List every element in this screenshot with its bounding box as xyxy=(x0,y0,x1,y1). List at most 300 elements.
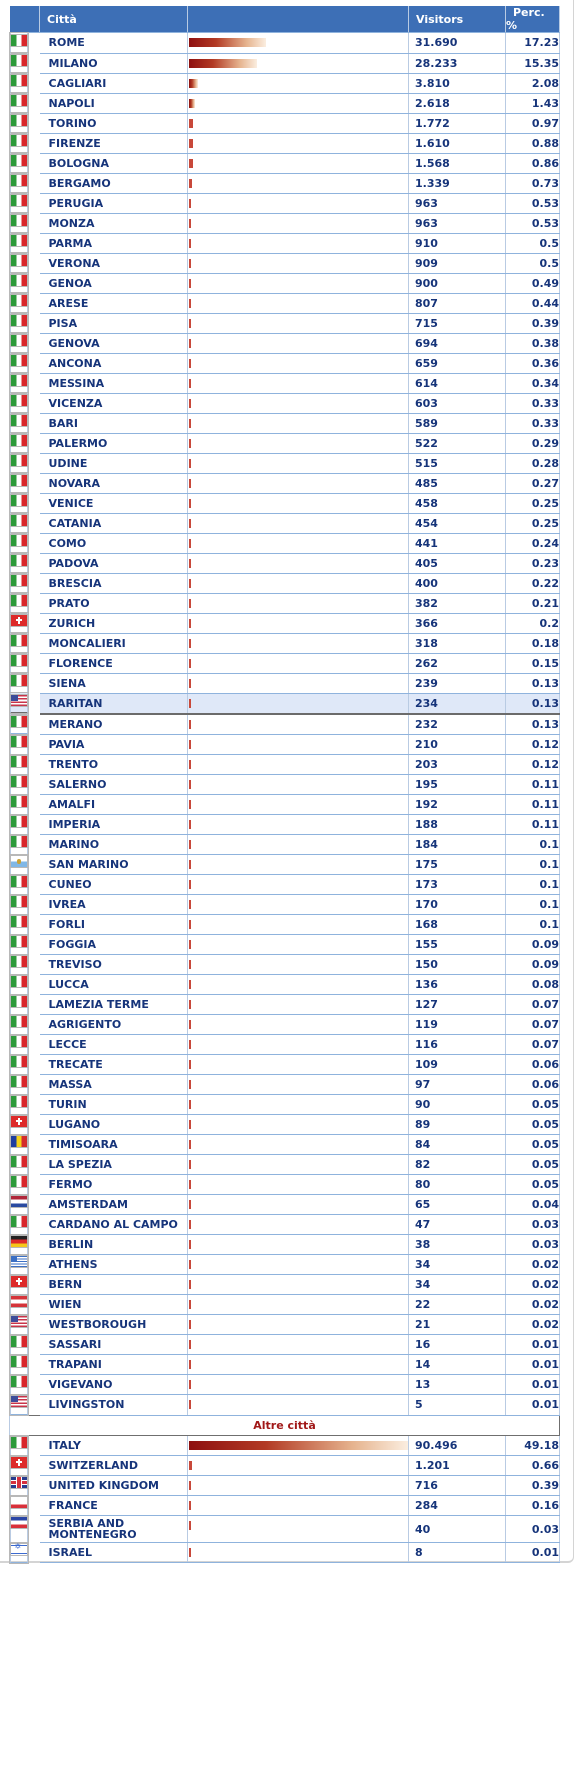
flag-it-icon xyxy=(11,255,27,266)
share-bar-cell xyxy=(188,1195,409,1215)
percent-value: 0.05 xyxy=(506,1175,560,1195)
visitors-value: 522 xyxy=(409,433,506,453)
flag-cell xyxy=(10,1436,28,1456)
table-row xyxy=(10,1375,560,1395)
flag-it-icon xyxy=(11,495,27,506)
visitors-value: 127 xyxy=(409,995,506,1015)
table-row xyxy=(10,453,560,473)
share-bar-cell xyxy=(188,593,409,613)
flag-cell xyxy=(10,1095,28,1115)
share-bar xyxy=(189,679,191,688)
table-row xyxy=(10,1516,560,1543)
table-row xyxy=(10,1275,560,1295)
table-row xyxy=(10,1175,560,1195)
table-row xyxy=(10,975,560,995)
share-bar xyxy=(189,439,191,448)
flag-it-icon xyxy=(11,295,27,306)
city-name: AGRIGENTO xyxy=(40,1015,188,1035)
flag-cs-icon xyxy=(11,1517,27,1528)
flag-ch-icon xyxy=(11,1457,27,1468)
city-name: GENOVA xyxy=(40,333,188,353)
flag-it-icon xyxy=(11,335,27,346)
share-bar-cell xyxy=(188,493,409,513)
city-name: MILANO xyxy=(40,53,188,73)
flag-gb-icon xyxy=(11,1477,27,1488)
visitors-value: 909 xyxy=(409,253,506,273)
city-name: PERUGIA xyxy=(40,193,188,213)
visitors-value: 694 xyxy=(409,333,506,353)
share-bar xyxy=(189,1481,191,1490)
visitors-value: 454 xyxy=(409,513,506,533)
flag-it-icon xyxy=(11,455,27,466)
city-name: GENOA xyxy=(40,273,188,293)
table-row xyxy=(10,1015,560,1035)
table-row xyxy=(10,1295,560,1315)
share-bar-cell xyxy=(188,1395,409,1416)
flag-gr-icon xyxy=(11,1256,27,1267)
visitors-value: 84 xyxy=(409,1135,506,1155)
flag-cell xyxy=(10,273,28,293)
flag-cell xyxy=(10,33,28,53)
visitors-value: 807 xyxy=(409,293,506,313)
table-row xyxy=(10,1155,560,1175)
table-row xyxy=(10,513,560,533)
flag-it-icon xyxy=(11,75,27,86)
flag-cell xyxy=(10,755,28,775)
flag-cell xyxy=(10,975,28,995)
table-row xyxy=(10,755,560,775)
visitors-value: 589 xyxy=(409,413,506,433)
table-row xyxy=(10,53,560,73)
percent-value: 0.02 xyxy=(506,1275,560,1295)
city-name: LIVINGSTON xyxy=(40,1395,188,1416)
visitors-value: 90.496 xyxy=(409,1435,506,1456)
share-bar xyxy=(189,659,191,668)
city-name: SASSARI xyxy=(40,1335,188,1355)
table-row xyxy=(10,1135,560,1155)
flag-it-icon xyxy=(11,956,27,967)
flag-cell xyxy=(10,1543,28,1563)
share-bar-cell xyxy=(188,795,409,815)
share-bar-cell xyxy=(188,273,409,293)
visitors-value: 239 xyxy=(409,673,506,693)
table-row xyxy=(10,1255,560,1275)
share-bar-cell xyxy=(188,393,409,413)
percent-value: 0.86 xyxy=(506,153,560,173)
percent-value: 0.39 xyxy=(506,1476,560,1496)
flag-it-icon xyxy=(11,375,27,386)
percent-value: 0.2 xyxy=(506,613,560,633)
percent-value: 0.27 xyxy=(506,473,560,493)
share-bar-cell xyxy=(188,1135,409,1155)
share-bar-cell xyxy=(188,875,409,895)
share-bar xyxy=(189,840,191,849)
percent-value: 0.22 xyxy=(506,573,560,593)
share-bar-cell xyxy=(188,1095,409,1115)
visitors-value: 458 xyxy=(409,493,506,513)
flag-cell xyxy=(10,113,28,133)
flag-it-icon xyxy=(11,1216,27,1227)
table-row xyxy=(10,373,560,393)
share-bar-cell xyxy=(188,1375,409,1395)
flag-it-icon xyxy=(11,635,27,646)
table-row xyxy=(10,653,560,673)
flag-cell xyxy=(10,93,28,113)
city-name: FOGGIA xyxy=(40,935,188,955)
share-bar xyxy=(189,1548,191,1557)
flag-cell xyxy=(10,533,28,553)
percent-value: 0.33 xyxy=(506,393,560,413)
visitors-value: 90 xyxy=(409,1095,506,1115)
flag-it-icon xyxy=(11,535,27,546)
share-bar-cell xyxy=(188,693,409,714)
table-row xyxy=(10,313,560,333)
table-row xyxy=(10,1335,560,1355)
visitors-value: 2.618 xyxy=(409,93,506,113)
share-bar xyxy=(189,1240,191,1249)
share-bar xyxy=(189,239,191,248)
percent-value: 0.73 xyxy=(506,173,560,193)
flag-cell xyxy=(10,995,28,1015)
flag-cell xyxy=(10,493,28,513)
visitors-value: 175 xyxy=(409,855,506,875)
flag-it-icon xyxy=(11,275,27,286)
table-row xyxy=(10,1035,560,1055)
city-name: TRENTO xyxy=(40,755,188,775)
flag-it-icon xyxy=(11,415,27,426)
visitors-value: 203 xyxy=(409,755,506,775)
share-bar-cell xyxy=(188,1255,409,1275)
flag-it-icon xyxy=(11,716,27,727)
share-bar-cell xyxy=(188,253,409,273)
percent-value: 0.02 xyxy=(506,1255,560,1275)
visitors-value: 22 xyxy=(409,1295,506,1315)
visitors-value: 318 xyxy=(409,633,506,653)
city-name: ROME xyxy=(40,33,188,54)
visitors-value: 38 xyxy=(409,1235,506,1255)
visitors-value: 136 xyxy=(409,975,506,995)
percent-value: 0.36 xyxy=(506,353,560,373)
table-row xyxy=(10,875,560,895)
share-bar-cell xyxy=(188,855,409,875)
flag-it-icon xyxy=(11,1376,27,1387)
share-bar-cell xyxy=(188,1543,409,1563)
share-bar xyxy=(189,900,191,909)
table-row xyxy=(10,473,560,493)
share-bar xyxy=(189,1060,191,1069)
share-bar xyxy=(189,880,191,889)
flag-it-icon xyxy=(11,1336,27,1347)
visitors-value: 234 xyxy=(409,693,506,714)
percent-value: 0.09 xyxy=(506,955,560,975)
table-row xyxy=(10,1315,560,1335)
flag-cell xyxy=(10,1055,28,1075)
city-name: PISA xyxy=(40,313,188,333)
visitors-value: 34 xyxy=(409,1255,506,1275)
percent-value: 0.18 xyxy=(506,633,560,653)
visitors-value: 1.568 xyxy=(409,153,506,173)
visitors-value: 109 xyxy=(409,1055,506,1075)
share-bar-cell xyxy=(188,1335,409,1355)
percent-value: 0.05 xyxy=(506,1155,560,1175)
table-row xyxy=(10,673,560,693)
flag-cell xyxy=(10,1355,28,1375)
percent-value: 0.21 xyxy=(506,593,560,613)
share-bar-cell xyxy=(188,775,409,795)
share-bar-cell xyxy=(188,213,409,233)
share-bar-cell xyxy=(188,1015,409,1035)
flag-us-icon xyxy=(11,1316,27,1327)
flag-it-icon xyxy=(11,976,27,987)
share-bar xyxy=(189,79,198,88)
table-row xyxy=(10,1456,560,1476)
flag-cell xyxy=(10,373,28,393)
share-bar-cell xyxy=(188,673,409,693)
flag-ch-icon xyxy=(11,615,27,626)
share-bar xyxy=(189,99,195,108)
percent-value: 0.25 xyxy=(506,513,560,533)
table-row xyxy=(10,795,560,815)
flag-cell xyxy=(10,653,28,673)
table-row xyxy=(10,1055,560,1075)
flag-cell xyxy=(10,1215,28,1235)
table-row xyxy=(10,935,560,955)
percent-value: 0.01 xyxy=(506,1395,560,1416)
percent-value: 0.97 xyxy=(506,113,560,133)
share-bar xyxy=(189,1200,191,1209)
share-bar-cell xyxy=(188,1235,409,1255)
percent-value: 0.1 xyxy=(506,855,560,875)
share-bar xyxy=(189,1100,191,1109)
share-bar-cell xyxy=(188,73,409,93)
city-name: CAGLIARI xyxy=(40,73,188,93)
share-bar xyxy=(189,559,191,568)
city-name: FORLI xyxy=(40,915,188,935)
share-bar-cell xyxy=(188,1496,409,1516)
percent-value: 0.66 xyxy=(506,1456,560,1476)
city-name: TRECATE xyxy=(40,1055,188,1075)
share-bar xyxy=(189,519,191,528)
share-bar-cell xyxy=(188,373,409,393)
percent-value: 0.12 xyxy=(506,755,560,775)
flag-cell xyxy=(10,1195,28,1215)
flag-de-icon xyxy=(11,1236,27,1247)
percent-value: 0.1 xyxy=(506,895,560,915)
flag-it-icon xyxy=(11,1356,27,1367)
share-bar-cell xyxy=(188,735,409,755)
table-row xyxy=(10,1215,560,1235)
share-bar-cell xyxy=(188,1155,409,1175)
table-row xyxy=(10,253,560,273)
visitors-value: 485 xyxy=(409,473,506,493)
share-bar xyxy=(189,820,191,829)
table-row xyxy=(10,1195,560,1215)
table-row xyxy=(10,273,560,293)
share-bar-cell xyxy=(188,293,409,313)
share-bar-cell xyxy=(188,313,409,333)
table-row xyxy=(10,735,560,755)
share-bar-cell xyxy=(188,1175,409,1195)
flag-cell xyxy=(10,253,28,273)
share-bar-cell xyxy=(188,915,409,935)
table-row xyxy=(10,333,560,353)
visitors-value: 441 xyxy=(409,533,506,553)
table-row xyxy=(10,353,560,373)
table-row xyxy=(10,714,560,735)
flag-ch-icon xyxy=(11,1276,27,1287)
share-bar xyxy=(189,760,191,769)
flag-it-icon xyxy=(11,1036,27,1047)
flag-it-icon xyxy=(11,675,27,686)
table-row xyxy=(10,1543,560,1563)
flag-cell xyxy=(10,213,28,233)
city-name: SWITZERLAND xyxy=(40,1456,188,1476)
city-name: CATANIA xyxy=(40,513,188,533)
share-bar-cell xyxy=(188,353,409,373)
share-bar xyxy=(189,1160,191,1169)
header-percent[interactable]: Perc. % xyxy=(506,6,560,33)
flag-cell xyxy=(10,293,28,313)
visitors-value: 900 xyxy=(409,273,506,293)
share-bar-cell xyxy=(188,714,409,735)
visitors-value: 188 xyxy=(409,815,506,835)
percent-value: 0.88 xyxy=(506,133,560,153)
share-bar xyxy=(189,599,191,608)
share-bar-cell xyxy=(188,1215,409,1235)
share-bar xyxy=(189,1340,191,1349)
percent-value: 0.13 xyxy=(506,673,560,693)
flag-cell xyxy=(10,714,28,734)
table-row xyxy=(10,1075,560,1095)
share-bar-cell xyxy=(188,995,409,1015)
share-bar xyxy=(189,780,191,789)
city-name: PRATO xyxy=(40,593,188,613)
percent-value: 0.38 xyxy=(506,333,560,353)
share-bar xyxy=(189,1140,191,1149)
city-name: MASSA xyxy=(40,1075,188,1095)
visitors-value: 910 xyxy=(409,233,506,253)
visitors-value: 82 xyxy=(409,1155,506,1175)
city-name: WESTBOROUGH xyxy=(40,1315,188,1335)
city-name: UNITED KINGDOM xyxy=(40,1476,188,1496)
city-name: NAPOLI xyxy=(40,93,188,113)
share-bar xyxy=(189,1400,191,1409)
flag-cell xyxy=(10,333,28,353)
flag-cell xyxy=(10,433,28,453)
flag-cell xyxy=(10,1295,28,1315)
table-row xyxy=(10,1235,560,1255)
table-row xyxy=(10,633,560,653)
share-bar xyxy=(189,960,191,969)
flag-il-icon xyxy=(11,1544,27,1555)
percent-value: 0.06 xyxy=(506,1075,560,1095)
table-row xyxy=(10,1355,560,1375)
percent-value: 0.1 xyxy=(506,915,560,935)
header-bar xyxy=(188,6,409,33)
city-name: CARDANO AL CAMPO xyxy=(40,1215,188,1235)
visitors-value: 47 xyxy=(409,1215,506,1235)
flag-it-icon xyxy=(11,876,27,887)
share-bar xyxy=(189,59,257,68)
visitors-value: 284 xyxy=(409,1496,506,1516)
table-row xyxy=(10,835,560,855)
header-visitors[interactable]: Visitors xyxy=(409,6,506,33)
flag-cell xyxy=(10,1476,28,1496)
flag-it-icon xyxy=(11,175,27,186)
percent-value: 0.03 xyxy=(506,1516,560,1543)
table-row xyxy=(10,413,560,433)
share-bar xyxy=(189,1441,408,1450)
table-row xyxy=(10,133,560,153)
share-bar-cell xyxy=(188,975,409,995)
flag-cell xyxy=(10,1135,28,1155)
flag-cell xyxy=(10,193,28,213)
visitors-value: 3.810 xyxy=(409,73,506,93)
flag-cell xyxy=(10,795,28,815)
header-city[interactable]: Città xyxy=(40,6,188,33)
percent-value: 0.5 xyxy=(506,233,560,253)
flag-it-icon xyxy=(11,575,27,586)
visitors-value: 195 xyxy=(409,775,506,795)
flag-cell xyxy=(10,1175,28,1195)
flag-cell xyxy=(10,693,28,714)
city-name: VENICE xyxy=(40,493,188,513)
percent-value: 0.1 xyxy=(506,835,560,855)
share-bar xyxy=(189,1461,192,1470)
percent-value: 0.05 xyxy=(506,1135,560,1155)
share-bar xyxy=(189,159,193,168)
city-name: SALERNO xyxy=(40,775,188,795)
city-name: RARITAN xyxy=(40,693,188,714)
visitors-value: 515 xyxy=(409,453,506,473)
flag-cell xyxy=(10,935,28,955)
percent-value: 0.24 xyxy=(506,533,560,553)
share-bar-cell xyxy=(188,233,409,253)
percent-value: 0.01 xyxy=(506,1355,560,1375)
flag-it-icon xyxy=(11,435,27,446)
percent-value: 17.23 xyxy=(506,33,560,54)
percent-value: 0.07 xyxy=(506,995,560,1015)
flag-cell xyxy=(10,1375,28,1395)
share-bar xyxy=(189,1360,191,1369)
flag-it-icon xyxy=(11,395,27,406)
share-bar xyxy=(189,639,191,648)
share-bar-cell xyxy=(188,533,409,553)
percent-value: 49.18 xyxy=(506,1435,560,1456)
visitors-value: 21 xyxy=(409,1315,506,1335)
flag-cell xyxy=(10,895,28,915)
visitors-value: 192 xyxy=(409,795,506,815)
visitors-value: 184 xyxy=(409,835,506,855)
flag-cell xyxy=(10,735,28,755)
visitors-value: 31.690 xyxy=(409,33,506,54)
share-bar xyxy=(189,860,191,869)
flag-cell xyxy=(10,453,28,473)
table-row xyxy=(10,693,560,714)
visitors-value: 14 xyxy=(409,1355,506,1375)
table-row xyxy=(10,153,560,173)
city-name: IMPERIA xyxy=(40,815,188,835)
visitors-value: 1.201 xyxy=(409,1456,506,1476)
share-bar xyxy=(189,359,191,368)
share-bar xyxy=(189,1380,191,1389)
percent-value: 0.13 xyxy=(506,714,560,735)
flag-it-icon xyxy=(11,655,27,666)
flag-it-icon xyxy=(11,115,27,126)
percent-value: 0.05 xyxy=(506,1115,560,1135)
share-bar-cell xyxy=(188,835,409,855)
flag-it-icon xyxy=(11,135,27,146)
